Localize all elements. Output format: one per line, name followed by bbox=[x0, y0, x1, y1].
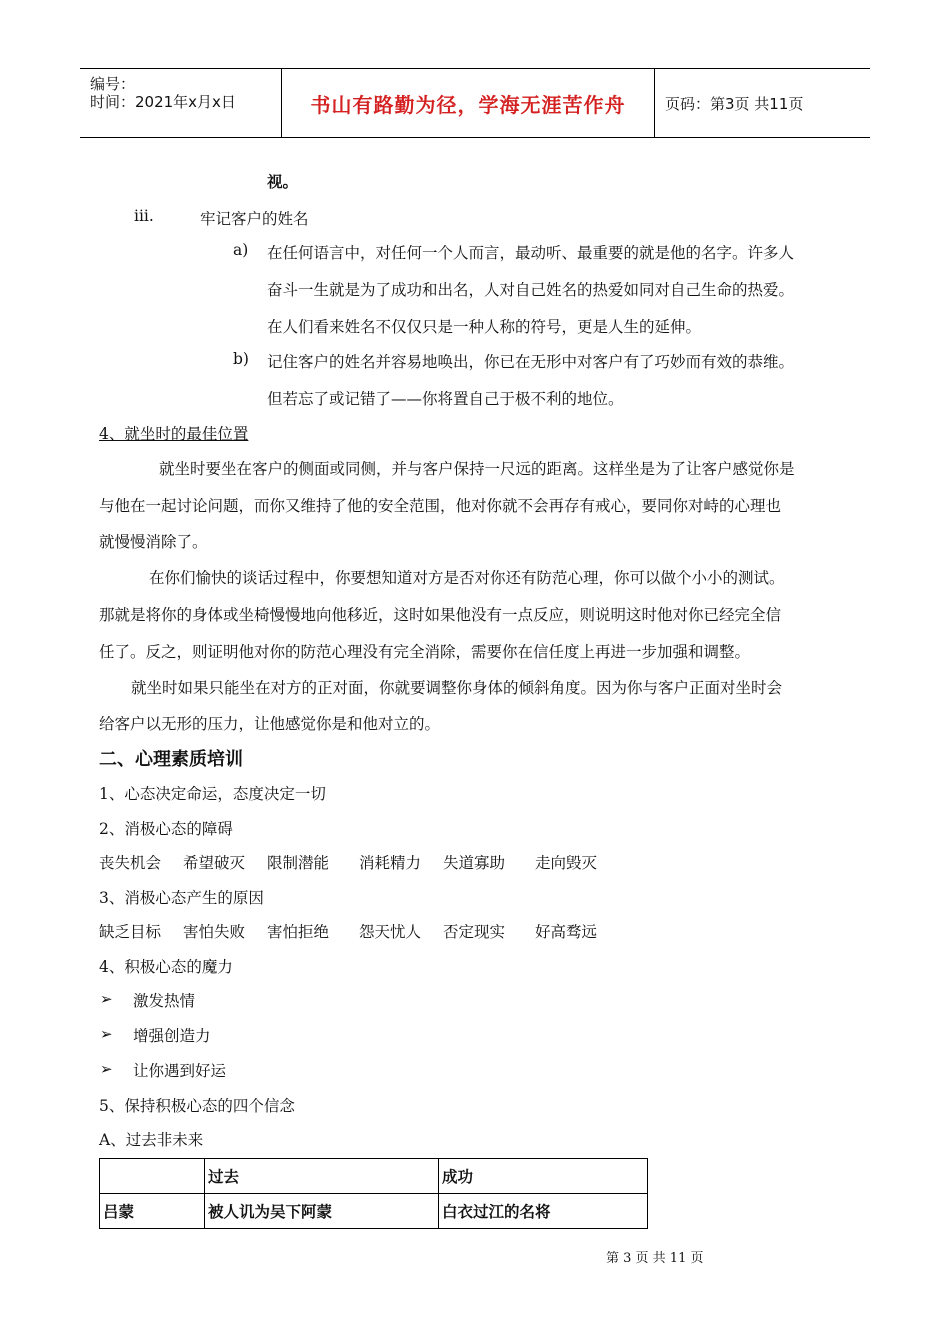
subsection-5: 5、保持积极心态的四个信念 bbox=[99, 1097, 295, 1115]
header-meta-cell bbox=[80, 69, 282, 137]
table-header-cell: 过去 bbox=[205, 1159, 439, 1194]
table-header-row bbox=[100, 1159, 648, 1194]
cause-item: 害怕拒绝 bbox=[267, 923, 330, 941]
obstacle-item: 限制潜能 bbox=[267, 854, 330, 872]
bullet-item: 增强创造力 bbox=[133, 1027, 211, 1045]
section-4-title: 4、就坐时的最佳位置 bbox=[99, 425, 249, 443]
comparison-table bbox=[99, 1158, 648, 1229]
table-header-cell: 成功 bbox=[439, 1159, 648, 1194]
table-header-cell bbox=[100, 1159, 205, 1194]
header-motto-cell bbox=[282, 69, 655, 137]
subsection-a: A、过去非未来 bbox=[99, 1131, 204, 1149]
bullet-item: 激发热情 bbox=[133, 992, 196, 1010]
subsection-2: 2、消极心态的障碍 bbox=[99, 820, 233, 838]
bullet-item: 让你遇到好运 bbox=[133, 1062, 227, 1080]
item-iii-title: 牢记客户的姓名 bbox=[200, 210, 309, 228]
cause-item: 否定现实 bbox=[443, 923, 506, 941]
paragraph-1-line-3: 就慢慢消除了。 bbox=[99, 533, 208, 551]
cause-item: 好高骛远 bbox=[535, 923, 598, 941]
page-header bbox=[80, 68, 870, 138]
paragraph-2-line-1: 在你们愉快的谈话过程中，你要想知道对方是否对你还有防范心理，你可以做个小小的测试。 bbox=[149, 569, 785, 587]
subsection-3: 3、消极心态产生的原因 bbox=[99, 889, 264, 907]
obstacle-item: 丧失机会 bbox=[99, 854, 162, 872]
list-marker-a: a) bbox=[233, 241, 249, 259]
paragraph-1-line-1: 就坐时要坐在客户的侧面或同侧，并与客户保持一尺远的距离。这样坐是为了让客户感觉你是 bbox=[159, 460, 795, 478]
item-b-line-1: 记住客户的姓名并容易地唤出，你已在无形中对客户有了巧妙而有效的恭维。 bbox=[267, 353, 795, 371]
cause-item: 怨天忧人 bbox=[359, 923, 422, 941]
section-heading: 二、心理素质培训 bbox=[99, 749, 243, 770]
table-cell: 被人讥为吴下阿蒙 bbox=[205, 1194, 439, 1229]
paragraph-1-line-2: 与他在一起讨论问题，而你又维持了他的安全范围，他对你就不会再存有戒心，要同你对峙的心理也 bbox=[99, 497, 782, 515]
arrow-bullet-icon: ➢ bbox=[100, 1025, 113, 1043]
date-label: 时间：2021年x月x日 bbox=[90, 93, 236, 111]
paragraph-2-line-3: 任了。反之，则证明他对你的防范心理没有完全消除，需要你在信任度上再进一步加强和调整。 bbox=[99, 643, 751, 661]
item-a-line-2: 奋斗一生就是为了成功和出名，人对自己姓名的热爱如同对自己生命的热爱。 bbox=[267, 281, 795, 299]
item-a-line-3: 在人们看来姓名不仅仅只是一种人称的符号，更是人生的延伸。 bbox=[267, 318, 702, 336]
page-code: 页码：第3页 共11页 bbox=[665, 94, 804, 113]
obstacle-item: 走向毁灭 bbox=[535, 854, 598, 872]
cause-item: 害怕失败 bbox=[183, 923, 246, 941]
table-cell: 吕蒙 bbox=[100, 1194, 205, 1229]
paragraph-2-line-2: 那就是将你的身体或坐椅慢慢地向他移近，这时如果他没有一点反应，则说明这时他对你已经完全信 bbox=[99, 606, 782, 624]
paragraph-3-line-1: 就坐时如果只能坐在对方的正对面，你就要调整你身体的倾斜角度。因为你与客户正面对坐时会 bbox=[131, 679, 783, 697]
table-row bbox=[100, 1194, 648, 1229]
table-cell: 白衣过江的名将 bbox=[439, 1194, 648, 1229]
motto: 书山有路勤为径，学海无涯苦作舟 bbox=[310, 92, 626, 117]
list-marker-iii: iii. bbox=[134, 207, 154, 225]
arrow-bullet-icon: ➢ bbox=[100, 990, 113, 1008]
obstacle-item: 消耗精力 bbox=[359, 854, 422, 872]
cause-item: 缺乏目标 bbox=[99, 923, 162, 941]
arrow-bullet-icon: ➢ bbox=[100, 1060, 113, 1078]
header-page-cell bbox=[655, 69, 870, 137]
item-b-line-2: 但若忘了或记错了——你将置自己于极不利的地位。 bbox=[267, 390, 624, 408]
list-marker-b: b) bbox=[233, 350, 249, 368]
subsection-4: 4、积极心态的魔力 bbox=[99, 958, 233, 976]
number-label: 编号： bbox=[90, 75, 136, 93]
obstacle-item: 失道寡助 bbox=[443, 854, 506, 872]
subsection-1: 1、心态决定命运，态度决定一切 bbox=[99, 785, 326, 803]
item-a-line-1: 在任何语言中，对任何一个人而言，最动听、最重要的就是他的名字。许多人 bbox=[267, 244, 795, 262]
continued-text: 视。 bbox=[267, 172, 299, 191]
obstacle-item: 希望破灭 bbox=[183, 854, 246, 872]
paragraph-3-line-2: 给客户以无形的压力，让他感觉你是和他对立的。 bbox=[99, 715, 441, 733]
page-footer: 第 3 页 共 11 页 bbox=[606, 1251, 704, 1266]
